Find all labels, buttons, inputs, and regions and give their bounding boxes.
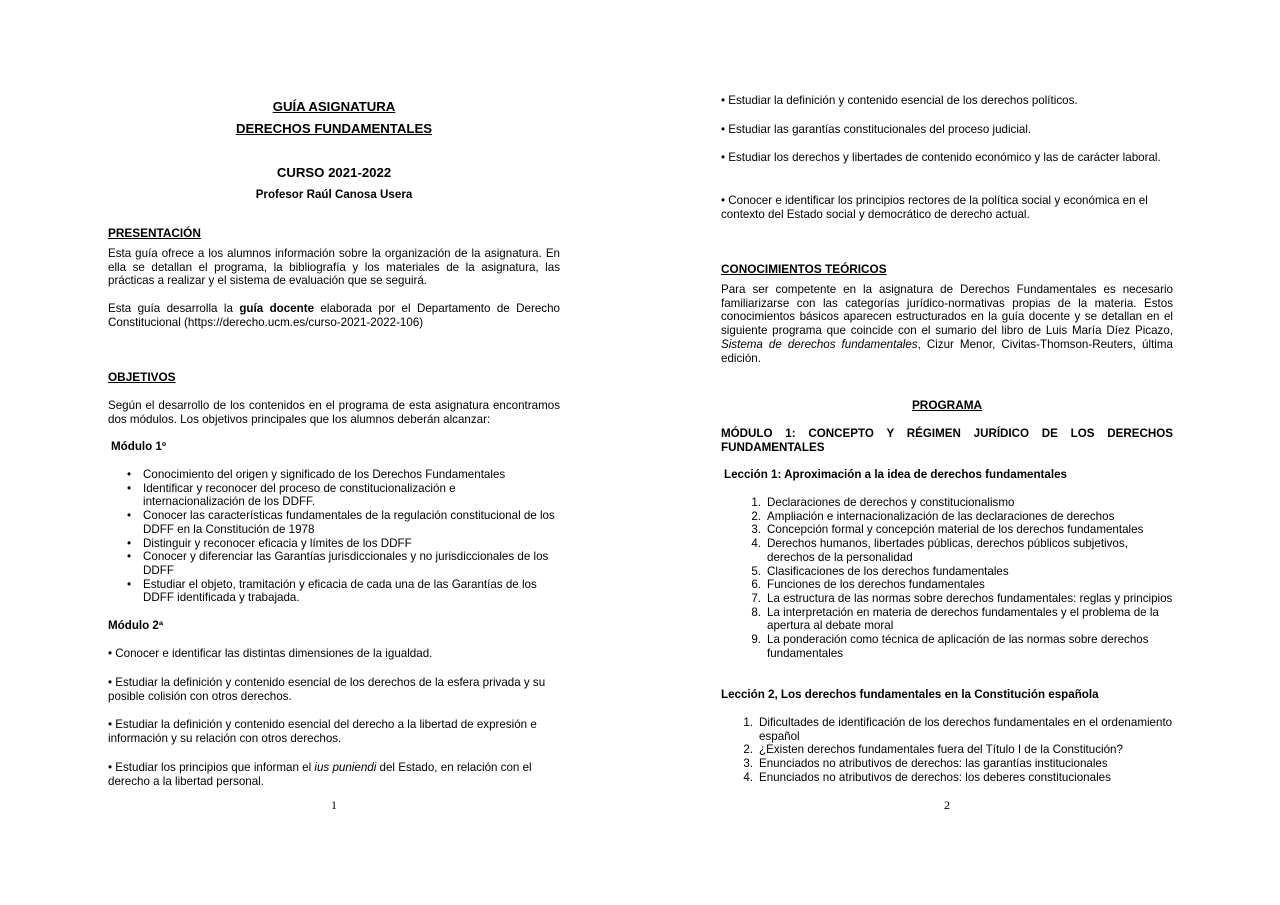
item-number: 1. bbox=[751, 496, 761, 509]
objective-bullet: • Estudiar los derechos y libertades de contenido económico y las de carácter laboral. bbox=[721, 151, 1161, 164]
item-number: 2. bbox=[751, 509, 761, 523]
leccion2-topics-list bbox=[721, 716, 1173, 785]
item-text: La ponderación como técnica de aplicación de las normas sobre derechos fundamentales bbox=[767, 633, 1149, 660]
leccion1-topics-list bbox=[721, 496, 1173, 660]
modulo2-objective: • Estudiar la definición y contenido esencial del derecho a la libertad de expresión e información y su relación con otros derechos. bbox=[108, 718, 537, 745]
item-number: 3. bbox=[743, 757, 753, 771]
item-number: 1. bbox=[743, 716, 753, 729]
item-number: 6. bbox=[751, 578, 761, 592]
modulo1-label: Módulo 1º bbox=[111, 440, 167, 453]
list-item bbox=[721, 716, 1173, 743]
item-text: Derechos humanos, libertades públicas, derechos públicos subjetivos, derechos de la personalidad bbox=[767, 537, 1128, 564]
item-text: ¿Existen derechos fundamentales fuera del Título I de la Constitución? bbox=[759, 743, 1123, 757]
list-item: • Conocer y diferenciar las Garantías jurisdiccionales y no jurisdiccionales de los DDFF bbox=[108, 550, 560, 577]
item-text: Concepción formal y concepción material de los derechos fundamentales bbox=[767, 523, 1144, 537]
leccion2-heading: Lección 2, Los derechos fundamentales en la Constitución española bbox=[721, 688, 1099, 701]
list-item bbox=[721, 578, 1173, 592]
modulo2-label: Módulo 2ª bbox=[108, 619, 164, 632]
list-item bbox=[721, 743, 1173, 757]
objetivos-intro: Según el desarrollo de los contenidos en el programa de esta asignatura encontramos dos módulos. Los objetivos principales que los alumnos deberán alcanzar: bbox=[108, 399, 560, 426]
list-item: • Distinguir y reconocer eficacia y límites de los DDFF bbox=[108, 537, 560, 551]
presentacion-paragraph-2 bbox=[108, 302, 560, 329]
list-item bbox=[721, 496, 1173, 510]
item-text: La interpretación en materia de derechos fundamentales y el problema de la apertura al debate moral bbox=[767, 605, 1159, 633]
objective-bullet: • Conocer e identificar los principios rectores de la política social y económica en el contexto del Estado social y democrático de derecho actual. bbox=[721, 194, 1148, 221]
leccion1-heading: Lección 1: Aproximación a la idea de derechos fundamentales bbox=[724, 468, 1067, 481]
modulo2-objective: • Estudiar la definición y contenido esencial de los derechos de la esfera privada y su posible colisión con otros derechos. bbox=[108, 676, 546, 703]
item-number: 5. bbox=[751, 564, 761, 578]
conocimientos-heading: CONOCIMIENTOS TEÓRICOS bbox=[721, 262, 887, 276]
modulo1-heading: MÓDULO 1: CONCEPTO Y RÉGIMEN JURÍDICO DE LOS DERECHOS FUNDAMENTALES bbox=[721, 427, 1173, 454]
list-item bbox=[721, 523, 1173, 537]
item-number: 2. bbox=[743, 743, 753, 757]
list-item bbox=[721, 606, 1173, 633]
conocimientos-paragraph bbox=[721, 283, 1173, 365]
item-text: La estructura de las normas sobre derechos fundamentales: reglas y principios bbox=[767, 591, 1173, 605]
modulo1-objectives-list bbox=[108, 468, 560, 605]
page-number: 2 bbox=[944, 798, 950, 812]
list-item bbox=[721, 565, 1173, 579]
page-number: 1 bbox=[331, 798, 337, 812]
list-item: • Estudiar el objeto, tramitación y eficacia de cada una de las Garantías de los DDFF identificada y trabajada. bbox=[108, 578, 560, 605]
objective-bullet: • Estudiar las garantías constitucionales del proceso judicial. bbox=[721, 123, 1032, 136]
modulo2-objective: • Conocer e identificar las distintas dimensiones de la igualdad. bbox=[108, 647, 433, 660]
list-item bbox=[721, 757, 1173, 771]
item-number: 4. bbox=[751, 537, 761, 551]
list-item bbox=[721, 592, 1173, 606]
item-number: 7. bbox=[751, 591, 761, 605]
item-number: 4. bbox=[743, 770, 753, 784]
objective-text-start: • Estudiar los principios que informan el bbox=[108, 761, 315, 774]
professor-name: Profesor Raúl Canosa Usera bbox=[255, 188, 413, 201]
item-text: Enunciados no atributivos de derechos: las garantías institucionales bbox=[759, 757, 1108, 771]
item-text: Clasificaciones de los derechos fundamentales bbox=[767, 564, 1009, 578]
item-text: Ampliación e internacionalización de las declaraciones de derechos bbox=[767, 509, 1115, 523]
item-number: 9. bbox=[751, 633, 761, 647]
book-title: Sistema de derechos fundamentales bbox=[721, 337, 918, 351]
item-text: Enunciados no atributivos de derechos: los deberes constitucionales bbox=[759, 770, 1111, 784]
conocimientos-text-start: Para ser competente en la asignatura de Derechos Fundamentales es necesario familiarizarse con las categorías jurídico-normativas propias de la materia. Estos conocimientos básicos aparecen estructurados en la guía docente y se detallan en el siguiente programa que coincide con el sumario del libro de Luis María Díez Picazo, bbox=[721, 283, 1173, 338]
list-item bbox=[721, 510, 1173, 524]
ius-puniendi-text: ius puniendi bbox=[314, 761, 377, 774]
presentacion-p2-end: elaborada por el Departamento de Derecho Constitucional (https://derecho.ucm.es/curso-2021-2022-106) bbox=[108, 302, 560, 329]
list-item bbox=[721, 771, 1173, 785]
conocimientos-text-end: , Cizur Menor, Civitas-Thomson-Reuters, última edición. bbox=[721, 337, 1173, 365]
item-number: 3. bbox=[751, 523, 761, 537]
item-number: 8. bbox=[751, 605, 761, 619]
list-item: • Identificar y reconocer del proceso de constitucionalización e internacionalización de los DDFF. bbox=[108, 482, 560, 509]
guide-title-line2: DERECHOS FUNDAMENTALES bbox=[235, 121, 433, 136]
presentacion-paragraph-1: Esta guía ofrece a los alumnos información sobre la organización de la asignatura. En ella se detallan el programa, la bibliografía y los materiales de la asignatura, las prácticas a realizar y el sistema de evaluación que se seguirá. bbox=[108, 247, 560, 288]
modulo2-objective bbox=[108, 761, 560, 788]
programa-heading: PROGRAMA bbox=[911, 398, 983, 412]
guia-docente-text: guía docente bbox=[239, 302, 315, 315]
list-item: • Conocer las características fundamentales de la regulación constitucional de los DDFF en la Constitución de 1978 bbox=[108, 509, 560, 536]
list-item: • Conocimiento del origen y significado de los Derechos Fundamentales bbox=[108, 468, 560, 482]
list-item bbox=[721, 537, 1173, 564]
item-text: Declaraciones de derechos y constitucionalismo bbox=[767, 496, 1015, 509]
guide-title-line1: GUÍA ASIGNATURA bbox=[272, 99, 396, 114]
course-year: CURSO 2021-2022 bbox=[276, 165, 392, 180]
item-text: Dificultades de identificación de los derechos fundamentales en el ordenamiento español bbox=[759, 716, 1173, 743]
objective-text-end: del Estado, en relación con el derecho a la libertad personal. bbox=[108, 761, 532, 788]
list-item bbox=[721, 633, 1173, 660]
presentacion-p2-start: Esta guía desarrolla la bbox=[108, 302, 240, 315]
presentacion-heading: PRESENTACIÓN bbox=[108, 226, 201, 240]
objective-bullet: • Estudiar la definición y contenido esencial de los derechos políticos. bbox=[721, 94, 1078, 107]
item-text: Funciones de los derechos fundamentales bbox=[767, 578, 985, 592]
objetivos-heading: OBJETIVOS bbox=[108, 370, 176, 384]
